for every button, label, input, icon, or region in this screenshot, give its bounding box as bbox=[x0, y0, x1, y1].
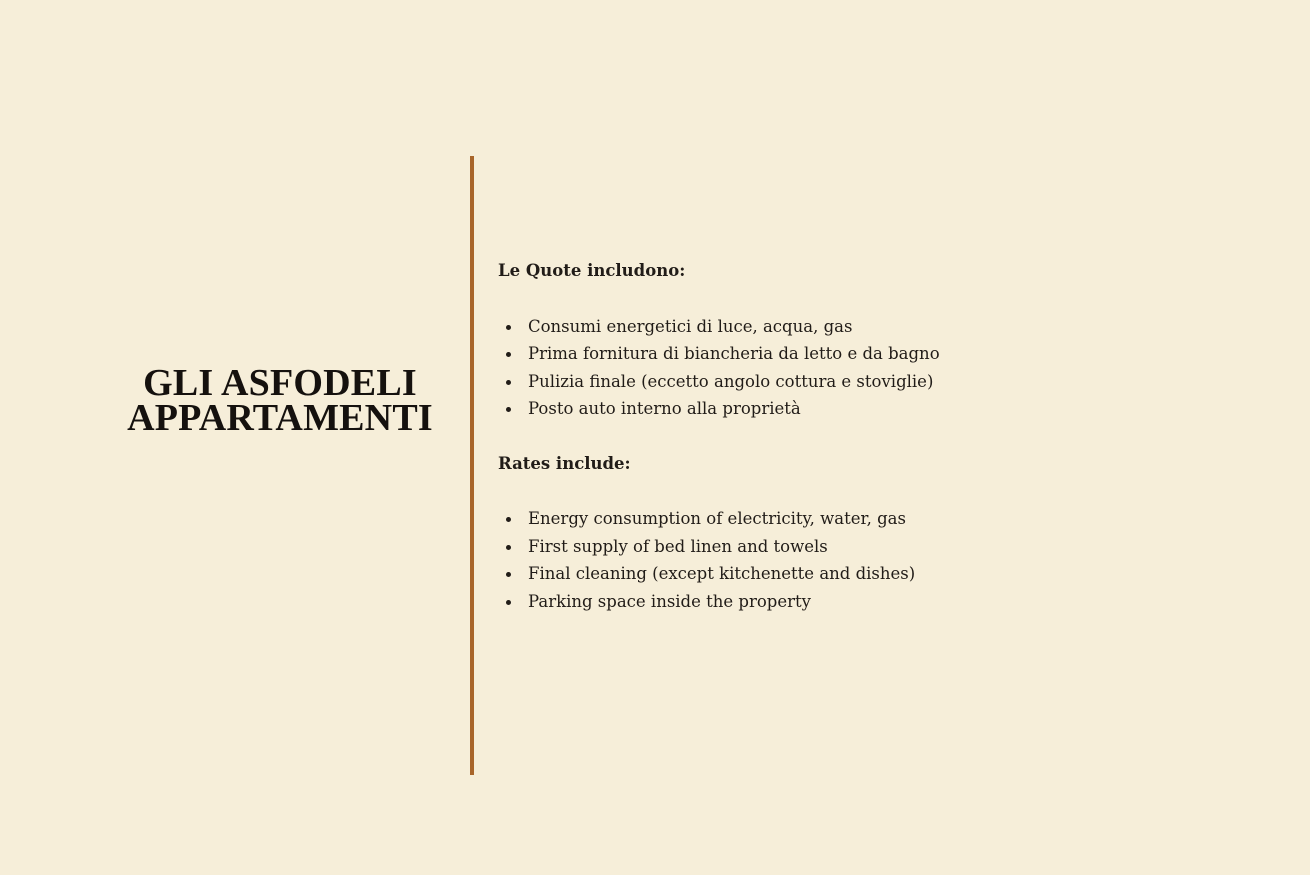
list-item-text: Posto auto interno alla proprietà bbox=[528, 399, 801, 418]
list-item bbox=[498, 340, 1198, 368]
list-item bbox=[498, 588, 1198, 616]
bullet-icon bbox=[506, 352, 511, 357]
italian-heading: Le Quote includono: bbox=[498, 261, 686, 280]
italian-list bbox=[498, 313, 1198, 423]
list-item bbox=[498, 313, 1198, 341]
rates-content bbox=[498, 257, 1198, 642]
list-item-text: Pulizia finale (eccetto angolo cottura e stoviglie) bbox=[528, 371, 934, 391]
bullet-icon bbox=[506, 600, 511, 605]
list-item-text: Parking space inside the property bbox=[528, 591, 811, 611]
list-item bbox=[498, 505, 1198, 533]
english-list bbox=[498, 505, 1198, 615]
bullet-icon bbox=[506, 545, 511, 550]
bullet-icon bbox=[506, 517, 511, 522]
list-item-text: Prima fornitura di biancheria da letto e da bagno bbox=[528, 344, 940, 363]
bullet-icon bbox=[506, 325, 511, 330]
bullet-icon bbox=[506, 380, 511, 385]
brand-title-line-2: APPARTAMENTI bbox=[127, 397, 433, 439]
english-heading: Rates include: bbox=[498, 453, 631, 473]
list-item bbox=[498, 560, 1198, 588]
list-item bbox=[498, 533, 1198, 561]
bullet-icon bbox=[506, 572, 511, 577]
list-item-text: Final cleaning (except kitchenette and dishes) bbox=[528, 564, 916, 583]
list-item bbox=[498, 395, 1198, 423]
list-item-text: Energy consumption of electricity, water, gas bbox=[528, 509, 906, 528]
bullet-icon bbox=[506, 407, 511, 412]
brand-title bbox=[95, 362, 465, 439]
list-item-text: First supply of bed linen and towels bbox=[528, 536, 828, 556]
vertical-divider bbox=[470, 156, 474, 775]
list-item bbox=[498, 368, 1198, 396]
list-item-text: Consumi energetici di luce, acqua, gas bbox=[528, 316, 853, 336]
brand-title-line-1: GLI ASFODELI bbox=[143, 362, 417, 404]
